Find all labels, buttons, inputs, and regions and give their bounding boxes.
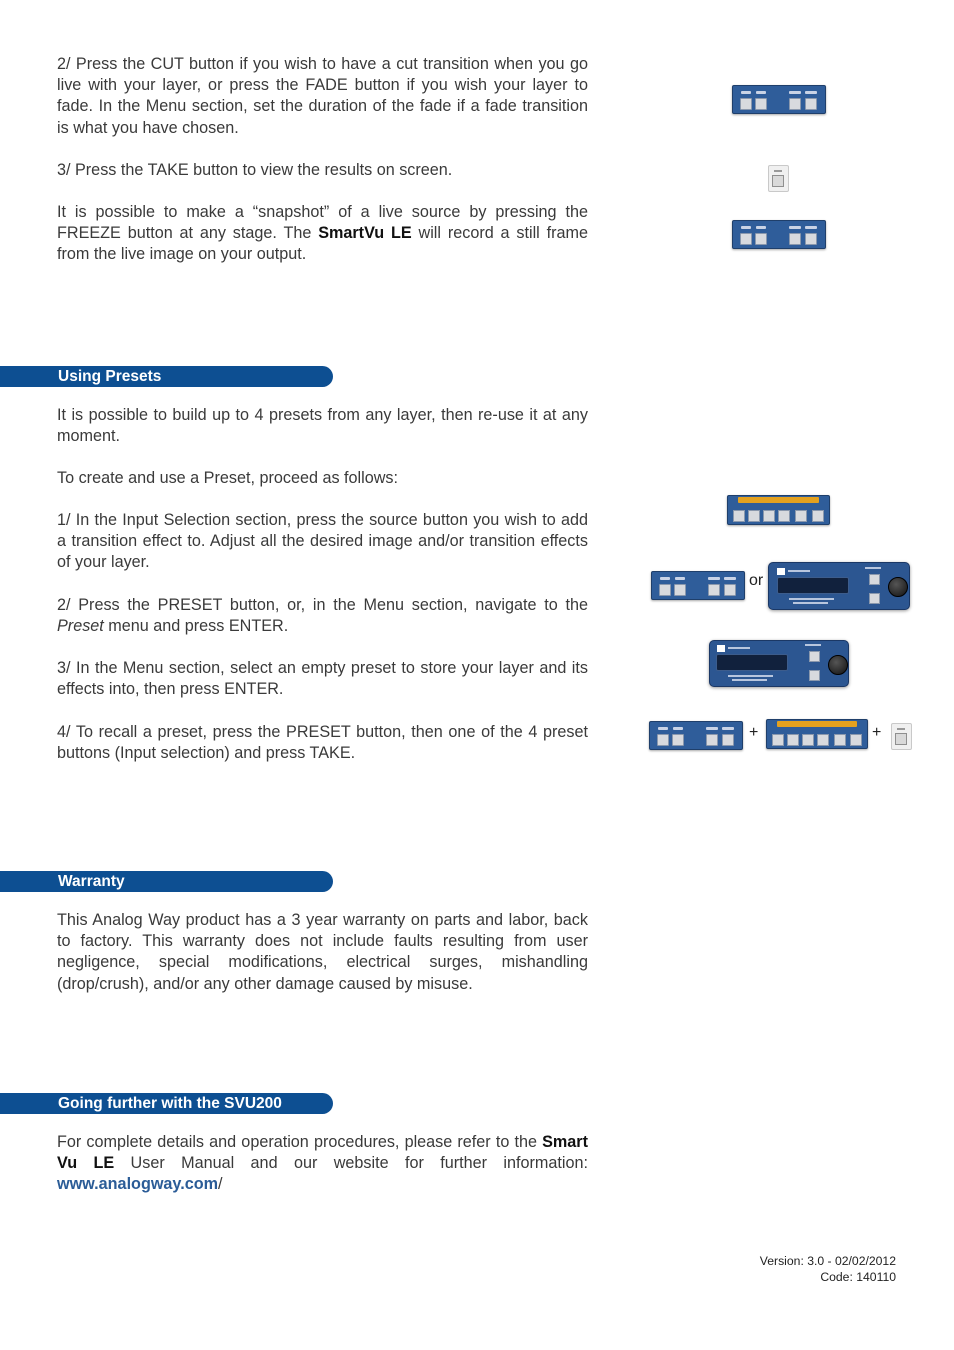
input-selection-panel-image bbox=[727, 495, 830, 525]
section-title-presets: Using Presets bbox=[0, 366, 333, 387]
recall-buttons-panel-image bbox=[649, 721, 743, 750]
presets-paragraph-4 bbox=[57, 595, 588, 637]
presets-p4-before: 2/ Press the PRESET button, or, in the Menu section, navigate to the bbox=[57, 596, 588, 614]
further-brand: Smart Vu LE bbox=[57, 1133, 588, 1173]
snapshot-brand: SmartVu LE bbox=[318, 224, 412, 243]
transition-buttons-panel-image bbox=[732, 85, 826, 114]
recall-take-button-image bbox=[891, 723, 912, 750]
section-title-warranty: Warranty bbox=[0, 871, 333, 892]
plus-label-1: + bbox=[749, 724, 759, 741]
snapshot-text-after: will record a still frame from the live image on your output. bbox=[57, 224, 588, 264]
plus-label-2: + bbox=[872, 724, 882, 741]
further-text-before: For complete details and operation procedures, please refer to the bbox=[57, 1133, 543, 1151]
take-button-image bbox=[768, 165, 789, 192]
code-info: Code: 140110 bbox=[820, 1270, 896, 1284]
website-link-suffix: / bbox=[218, 1175, 223, 1194]
section-title-further: Going further with the SVU200 bbox=[0, 1093, 333, 1114]
presets-paragraph-5: 3/ In the Menu section, select an empty preset to store your layer and its effects into, then press ENTER. bbox=[57, 659, 588, 699]
step-2-paragraph: 2/ Press the CUT button if you wish to have a cut transition when you go live with your layer, or press the FADE button if you wish your layer to fade. In the Menu section, set the duration of the fade if a fade transition is what you have chosen. bbox=[57, 55, 588, 137]
snapshot-text-before: It is possible to make a “snapshot” of a live source by pressing the FREEZE button at any stage. The bbox=[57, 203, 588, 243]
presets-paragraph-6: 4/ To recall a preset, press the PRESET button, then one of the 4 preset buttons (Input selection) and press TAKE. bbox=[57, 723, 588, 763]
menu-panel-image-2 bbox=[709, 640, 849, 687]
version-info: Version: 3.0 - 02/02/2012 bbox=[759, 1254, 896, 1268]
snapshot-paragraph bbox=[57, 202, 588, 266]
presets-paragraph-1: It is possible to build up to 4 presets from any layer, then re-use it at any moment. bbox=[57, 406, 588, 446]
website-link[interactable]: www.analogway.com bbox=[57, 1175, 219, 1194]
further-text-after: User Manual and our website for further information: bbox=[114, 1154, 588, 1173]
step-3-paragraph: 3/ Press the TAKE button to view the results on screen. bbox=[57, 161, 453, 179]
preset-buttons-panel-image bbox=[651, 571, 745, 600]
presets-p4-em: Preset bbox=[57, 617, 104, 636]
further-paragraph bbox=[57, 1132, 588, 1196]
freeze-buttons-panel-image bbox=[732, 220, 826, 249]
warranty-paragraph: This Analog Way product has a 3 year warranty on parts and labor, back to factory. This warranty does not include faults resulting from user negligence, special modifications, electrical surges, mishandling (drop/crush), and/or any other damage caused by misuse. bbox=[57, 911, 588, 993]
presets-p4-after: menu and press ENTER. bbox=[103, 617, 289, 636]
presets-paragraph-3: 1/ In the Input Selection section, press the source button you wish to add a transition effect to. Adjust all the desired image and/or transition effects of your layer. bbox=[57, 511, 588, 572]
or-label: or bbox=[749, 572, 764, 589]
recall-input-selection-image bbox=[766, 719, 868, 749]
presets-paragraph-2: To create and use a Preset, proceed as follows: bbox=[57, 469, 399, 487]
menu-panel-image-1 bbox=[768, 562, 910, 610]
